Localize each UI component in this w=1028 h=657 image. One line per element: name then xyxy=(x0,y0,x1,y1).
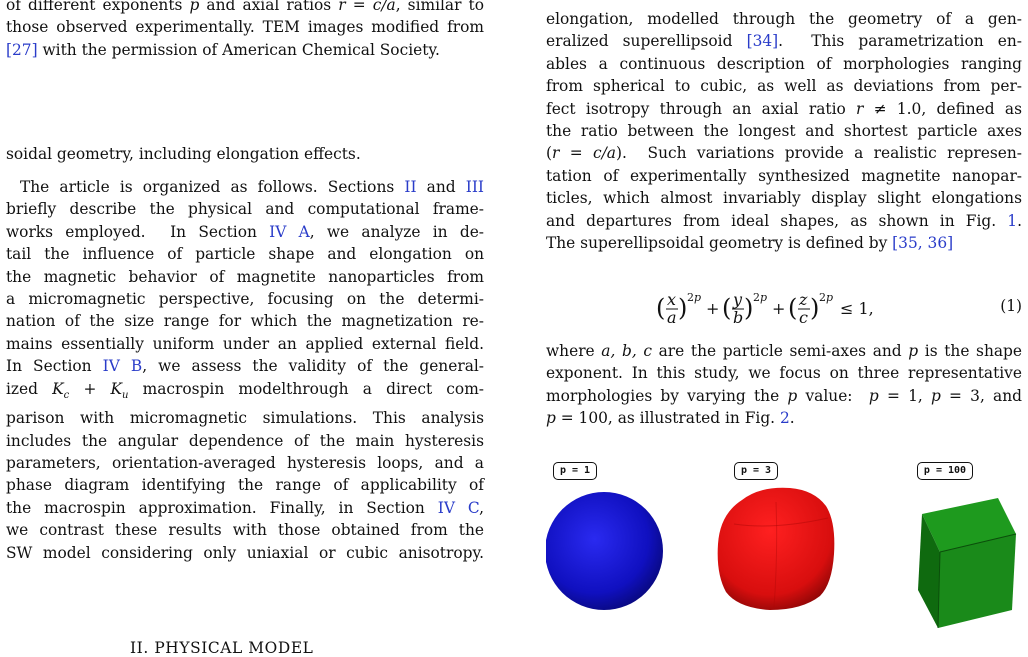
continued-text-line: soidal geometry, including elongation effects. xyxy=(6,145,361,163)
intro-paragraph xyxy=(6,176,484,564)
para-line: ticles, which almost invariably display slight elongations xyxy=(546,189,1022,208)
para-line: includes the angular dependence of the main hysteresis xyxy=(6,431,484,450)
para-line: eralized superellipsoid [34]. This parametrization en- xyxy=(546,32,1022,51)
para-line: a micromagnetic perspective, focusing on the determi- xyxy=(6,290,484,309)
shape-figure xyxy=(546,462,1022,632)
label-p1: p = 1 xyxy=(553,462,597,480)
superellipsoid-equation xyxy=(656,292,896,330)
ref-fig-2[interactable]: 2 xyxy=(779,409,790,428)
para-line: SW model considering only uniaxial or cubic anisotropy. xyxy=(6,543,484,562)
para-line: The superellipsoidal geometry is defined by [35, 36] xyxy=(546,234,954,253)
svg-text:(: ( xyxy=(788,294,798,322)
ref-section-IVC[interactable]: IV C xyxy=(437,498,480,517)
para-line: tail the influence of particle shape and elongation on xyxy=(6,245,484,264)
ref-35-36[interactable]: [35, 36] xyxy=(892,234,954,253)
para-line: morphologies by varying the p value: p = 1, p = 3, and xyxy=(546,386,1022,405)
ref-34[interactable]: [34] xyxy=(746,32,779,51)
para-line: ables a continuous description of morphologies ranging xyxy=(546,54,1022,73)
para-line: p = 100, as illustrated in Fig. 2. xyxy=(546,409,795,428)
ref-section-II[interactable]: II xyxy=(404,178,417,196)
svg-text:+: + xyxy=(772,299,786,318)
superellipsoid-paragraph xyxy=(546,8,1022,254)
ref-27[interactable]: [27] xyxy=(6,40,38,59)
caption-line-2: those observed experimentally. TEM images modified from xyxy=(6,18,484,37)
para-line: nation of the size range for which the magnetization re- xyxy=(6,312,484,331)
svg-text:≤ 1,: ≤ 1, xyxy=(840,299,874,318)
shapes-graphic xyxy=(546,462,1022,632)
svg-text:a: a xyxy=(667,308,677,326)
para-line: the ratio between the longest and shortest particle axes xyxy=(546,122,1022,141)
para-line: we contrast these results with those obtained from the xyxy=(6,521,484,540)
svg-text:c: c xyxy=(799,308,808,326)
para-line: and departures from ideal shapes, as shown in Fig. 1. xyxy=(546,211,1022,230)
caption-line-1: of different exponents p and axial ratios r = c/a, similar to xyxy=(6,0,484,14)
caption-line-3: [27] with the permission of American Chemical Society. xyxy=(6,40,440,59)
para-line: parameters, orientation-averaged hysteresis loops, and a xyxy=(6,453,484,472)
ref-fig-1[interactable]: 1 xyxy=(1007,211,1018,230)
label-p3: p = 3 xyxy=(734,462,778,480)
svg-text:+: + xyxy=(706,299,720,318)
para-line: the magnetic behavior of magnetite nanoparticles from xyxy=(6,267,484,286)
para-line: the macrospin approximation. Finally, in Section IV C, xyxy=(6,498,484,517)
para-line: works employed. In Section IV A, we analyze in de- xyxy=(6,222,485,241)
svg-text:b: b xyxy=(733,308,744,326)
svg-text:): ) xyxy=(810,294,820,322)
ref-section-IVB[interactable]: IV B xyxy=(102,357,143,376)
para-line: elongation, modelled through the geometry of a gen- xyxy=(546,10,1022,28)
para-line: parison with micromagnetic simulations. This analysis xyxy=(6,409,484,428)
para-line: exponent. In this study, we focus on three representative xyxy=(546,364,1022,383)
svg-text:(: ( xyxy=(722,294,732,322)
svg-text:2p: 2p xyxy=(753,292,768,304)
equation-1 xyxy=(546,292,1022,326)
para-line: (r = c/a). Such variations provide a realistic represen- xyxy=(546,144,1022,163)
para-line: The article is organized as follows. Sections II and III xyxy=(20,178,484,196)
shape-exponent-paragraph xyxy=(546,340,1022,430)
para-line: mains essentially uniform under an applied external field. xyxy=(6,334,484,353)
para-line: from spherical to cubic, as well as deviations from per- xyxy=(546,77,1022,96)
svg-text:2p: 2p xyxy=(819,292,834,304)
equation-number: (1) xyxy=(1000,297,1022,315)
rounded-cube-shape xyxy=(718,488,835,610)
para-line: briefly describe the physical and computational frame- xyxy=(6,200,484,219)
para-line: ized $K_c + K_u$ macrospin modelthrough a direct com- xyxy=(6,379,484,401)
svg-text:): ) xyxy=(744,294,754,322)
svg-text:y: y xyxy=(733,292,743,309)
para-line: In Section IV B, we assess the validity of the general- xyxy=(6,357,484,376)
para-line: tation of experimentally synthesized magnetite nanopar- xyxy=(546,166,1022,185)
svg-text:z: z xyxy=(799,292,808,309)
cube-shape xyxy=(918,498,1016,628)
section-heading: II. PHYSICAL MODEL xyxy=(130,639,314,657)
para-line: fect isotropy through an axial ratio r ≠ 1.0, defined as xyxy=(546,99,1022,118)
svg-text:): ) xyxy=(678,294,688,322)
svg-text:2p: 2p xyxy=(687,292,702,304)
sphere-shape xyxy=(546,492,663,610)
para-line: where a, b, c are the particle semi-axes and p is the shape xyxy=(546,342,1022,360)
para-line: phase diagram identifying the range of applicability of xyxy=(6,476,484,495)
svg-text:(: ( xyxy=(656,294,666,322)
equation-graphic xyxy=(656,292,896,326)
label-p100: p = 100 xyxy=(917,462,973,480)
svg-text:x: x xyxy=(667,292,677,309)
ref-section-III[interactable]: III xyxy=(465,178,484,196)
ref-section-IVA[interactable]: IV A xyxy=(269,222,310,241)
